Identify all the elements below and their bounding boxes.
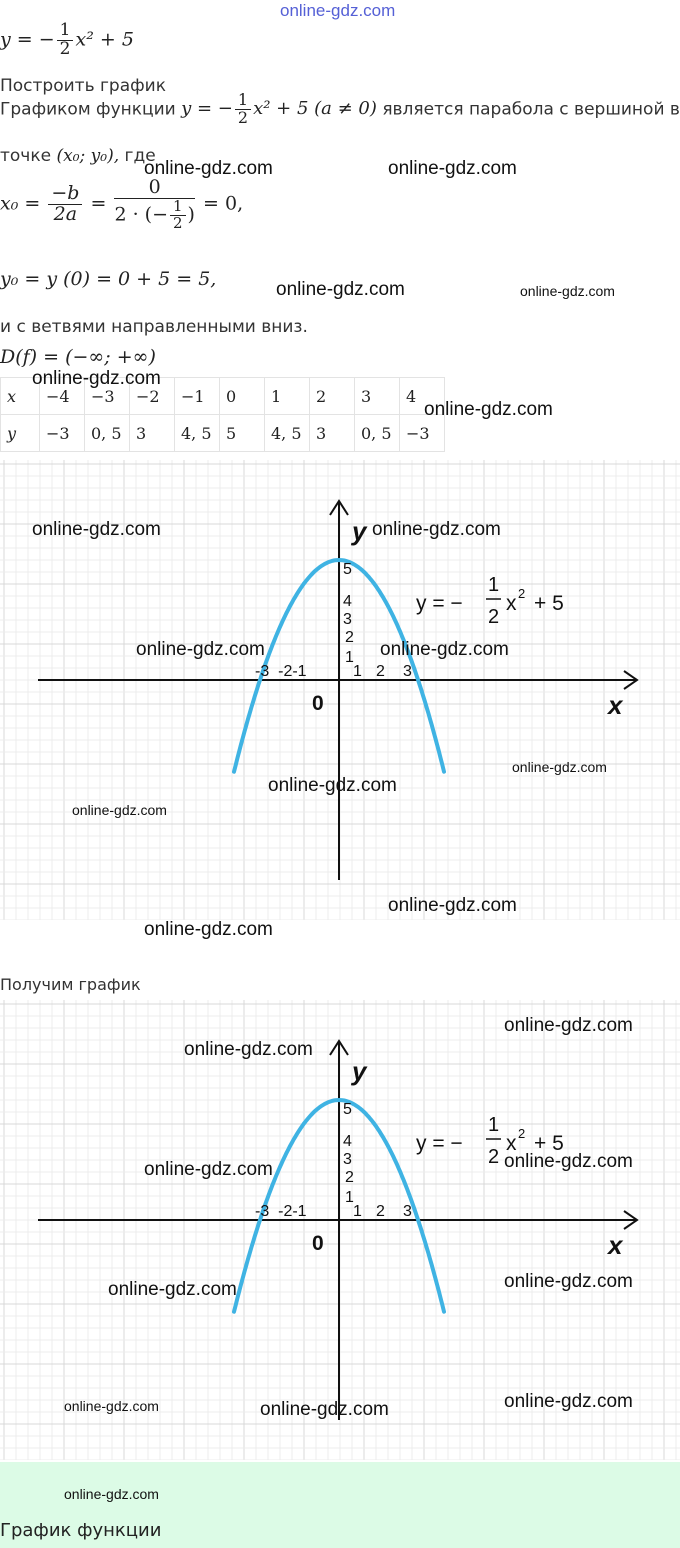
main-formula bbox=[0, 22, 134, 59]
sentence-vertex-before: точке bbox=[0, 146, 52, 166]
tick-label-1: 1 bbox=[353, 1203, 362, 1220]
eq-exp: 2 bbox=[518, 1126, 526, 1141]
domain-text: D(f) = (−∞; +∞) bbox=[0, 346, 156, 368]
sentence-vertex bbox=[0, 146, 156, 166]
watermark: online-gdz.com bbox=[520, 283, 615, 299]
eq-x: x bbox=[506, 1132, 517, 1155]
table-cell: −3 bbox=[40, 415, 85, 452]
y-tick-3: 3 bbox=[343, 611, 352, 628]
table-cell: 1 bbox=[265, 378, 310, 415]
main-formula-lhs: y = − bbox=[0, 28, 55, 51]
x-axis-label: x bbox=[608, 690, 623, 720]
x0-result: = 0, bbox=[203, 192, 244, 215]
watermark: online-gdz.com bbox=[372, 519, 501, 540]
origin-label: 0 bbox=[312, 692, 324, 715]
sentence-function bbox=[0, 92, 680, 127]
y-tick-4: 4 bbox=[343, 593, 352, 610]
tick-label-2: 2 bbox=[376, 1203, 385, 1220]
watermark: online-gdz.com bbox=[260, 1399, 389, 1420]
watermark: online-gdz.com bbox=[144, 1159, 273, 1180]
y-tick-3: 3 bbox=[343, 1151, 352, 1168]
watermark: online-gdz.com bbox=[32, 519, 161, 540]
watermark: online-gdz.com bbox=[184, 1039, 313, 1060]
eq-lhs: y = − bbox=[416, 1132, 463, 1155]
watermark: online-gdz.com bbox=[380, 639, 509, 660]
x0-den2-num: 1 bbox=[170, 199, 186, 216]
y-axis-label: y bbox=[352, 516, 367, 546]
x-axis-label: x bbox=[608, 1230, 623, 1260]
sentence-function-before: Графиком функции bbox=[0, 99, 176, 120]
main-formula-num: 1 bbox=[57, 22, 74, 41]
table-cell: 2 bbox=[310, 378, 355, 415]
y-tick-2: 2 bbox=[345, 629, 354, 646]
tick-label-1: 1 bbox=[353, 663, 362, 680]
sentence-vertex-after: где bbox=[124, 146, 156, 166]
table-cell: −3 bbox=[400, 415, 445, 452]
watermark: online-gdz.com bbox=[504, 1271, 633, 1292]
x0-formula bbox=[0, 178, 243, 231]
watermark: online-gdz.com bbox=[136, 639, 265, 660]
y-tick-1: 1 bbox=[345, 1189, 354, 1206]
watermark: online-gdz.com bbox=[72, 802, 167, 818]
watermark: online-gdz.com bbox=[276, 279, 405, 300]
watermark-top: online-gdz.com bbox=[280, 1, 396, 20]
eq-rest: + 5 bbox=[534, 592, 564, 615]
y-tick-2: 2 bbox=[345, 1169, 354, 1186]
watermark: online-gdz.com bbox=[144, 919, 273, 940]
table-cell-y-label: y bbox=[1, 415, 40, 452]
watermark: online-gdz.com bbox=[512, 759, 607, 775]
table-cell: 0 bbox=[220, 378, 265, 415]
result-heading: Получим график bbox=[0, 975, 141, 994]
watermark: online-gdz.com bbox=[388, 895, 517, 916]
table-cell: 0, 5 bbox=[355, 415, 400, 452]
watermark: online-gdz.com bbox=[388, 158, 517, 179]
eq-rest: + 5 bbox=[534, 1132, 564, 1155]
watermark: online-gdz.com bbox=[64, 1398, 159, 1414]
table-cell: 4, 5 bbox=[265, 415, 310, 452]
watermark: online-gdz.com bbox=[64, 1486, 159, 1502]
watermark: online-gdz.com bbox=[424, 399, 553, 420]
sentence-vertex-math: (x₀; y₀), bbox=[56, 146, 120, 166]
table-cell: −4 bbox=[40, 378, 85, 415]
watermark: online-gdz.com bbox=[504, 1391, 633, 1412]
table-cell: 5 bbox=[220, 415, 265, 452]
eq-exp: 2 bbox=[518, 586, 526, 601]
watermark: online-gdz.com bbox=[268, 775, 397, 796]
eq-lhs: y = − bbox=[416, 592, 463, 615]
branches-text: и с ветвями направленными вниз. bbox=[0, 317, 308, 337]
heading-build: Построить график bbox=[0, 76, 166, 96]
tick-label-3: 3 bbox=[403, 1203, 412, 1220]
sentence-function-after: является парабола с вершиной в bbox=[382, 99, 680, 120]
y-tick-4: 4 bbox=[343, 1133, 352, 1150]
table-cell: 3 bbox=[130, 415, 175, 452]
main-formula-rest: x² + 5 bbox=[75, 28, 134, 51]
y-axis-label: y bbox=[352, 1056, 367, 1086]
x0-num2: 0 bbox=[114, 178, 195, 199]
x0-lhs: x₀ = bbox=[0, 192, 41, 215]
neg-tick-labels: -3 -2-1 bbox=[255, 663, 307, 680]
y0-formula: y₀ = y (0) = 0 + 5 = 5, bbox=[0, 268, 217, 290]
watermark: online-gdz.com bbox=[504, 1015, 633, 1036]
table-cell: −1 bbox=[175, 378, 220, 415]
tick-label-3: 3 bbox=[403, 663, 412, 680]
watermark: online-gdz.com bbox=[32, 368, 161, 389]
table-cell: −3 bbox=[85, 378, 130, 415]
table-cell: 3 bbox=[310, 415, 355, 452]
table-cell: 4 bbox=[400, 378, 445, 415]
table-row-y bbox=[1, 415, 445, 452]
table-cell: −2 bbox=[130, 378, 175, 415]
sentence-math-rest: x² + 5 (a ≠ 0) bbox=[253, 98, 377, 120]
table-cell: 0, 5 bbox=[85, 415, 130, 452]
x0-num1: −b bbox=[48, 184, 82, 205]
sentence-math-num: 1 bbox=[235, 92, 251, 110]
tick-label-2: 2 bbox=[376, 663, 385, 680]
table-cell: 3 bbox=[355, 378, 400, 415]
y-tick-5: 5 bbox=[343, 1101, 352, 1118]
origin-label: 0 bbox=[312, 1232, 324, 1255]
y-tick-5: 5 bbox=[343, 561, 352, 578]
table-cell: 4, 5 bbox=[175, 415, 220, 452]
x0-den2-pre: 2 · (− bbox=[114, 203, 168, 226]
eq-den: 2 bbox=[488, 606, 500, 628]
x0-den1: 2a bbox=[53, 203, 78, 226]
y-tick-1: 1 bbox=[345, 649, 354, 666]
table-cell-x-label: x bbox=[1, 378, 40, 415]
sentence-math-lhs: y = − bbox=[181, 98, 233, 120]
watermark: online-gdz.com bbox=[144, 158, 273, 179]
neg-tick-labels: -3 -2-1 bbox=[255, 1203, 307, 1220]
watermark: online-gdz.com bbox=[108, 1279, 237, 1300]
eq-x: x bbox=[506, 592, 517, 615]
main-formula-den: 2 bbox=[59, 38, 71, 59]
sentence-math-den: 2 bbox=[237, 107, 249, 127]
x0-eq: = bbox=[90, 192, 107, 215]
eq-num: 1 bbox=[488, 574, 500, 596]
eq-num: 1 bbox=[488, 1114, 500, 1136]
watermark: online-gdz.com bbox=[504, 1151, 633, 1172]
x0-den2-den: 2 bbox=[173, 213, 183, 232]
eq-den: 2 bbox=[488, 1146, 500, 1168]
x0-den2-post: ) bbox=[187, 203, 195, 226]
bottom-heading: График функции bbox=[0, 1520, 162, 1541]
